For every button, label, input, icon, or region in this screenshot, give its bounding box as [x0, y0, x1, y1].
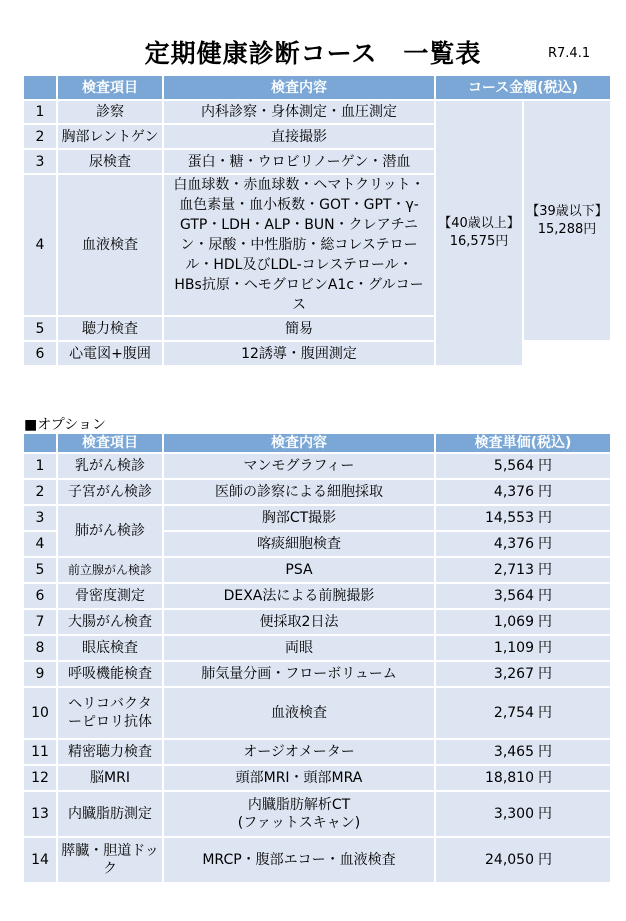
- table-row: [24, 558, 610, 582]
- title-main: 定期健康診断コース: [144, 39, 378, 68]
- course-table: [22, 74, 612, 367]
- row-no: 3: [24, 150, 56, 173]
- row-no: 5: [24, 317, 56, 340]
- table-row: [24, 506, 610, 530]
- empty-cell: [524, 342, 610, 365]
- row-item: 肺がん検診: [58, 506, 162, 556]
- price-value: 3,300: [493, 806, 534, 822]
- yen-unit: 円: [538, 536, 552, 552]
- table-row: [24, 610, 610, 634]
- row-content: PSA: [164, 558, 434, 582]
- revision-date: R7.4.1: [548, 46, 591, 61]
- table-row: [24, 662, 610, 686]
- row-content: 肺気量分画・フローボリューム: [164, 662, 434, 686]
- row-content: 両眼: [164, 636, 434, 660]
- header-content: 検査内容: [164, 434, 434, 452]
- price-value: 3,465: [493, 744, 534, 760]
- yen-unit: 円: [538, 744, 552, 760]
- yen-unit: 円: [538, 562, 552, 578]
- row-item: 尿検査: [58, 150, 162, 173]
- table-row: [24, 480, 610, 504]
- row-price: [436, 838, 610, 882]
- row-item: 聴力検査: [58, 317, 162, 340]
- row-no: 1: [24, 101, 56, 123]
- price-value: 24,050: [485, 852, 534, 868]
- row-no: 7: [24, 610, 56, 634]
- course-header-row: [24, 76, 610, 99]
- yen-unit: 円: [538, 510, 552, 526]
- row-no: 14: [24, 838, 56, 882]
- options-body: [24, 454, 610, 882]
- price-over40-cell: [436, 101, 522, 365]
- price-under39-cell: [524, 101, 610, 340]
- price-value: 1,069: [493, 614, 534, 630]
- row-item: 精密聴力検査: [58, 740, 162, 764]
- price-value: 3,564: [493, 588, 534, 604]
- yen-unit: 円: [538, 458, 552, 474]
- table-row: [24, 636, 610, 660]
- row-content: 胸部CT撮影: [164, 506, 434, 530]
- table-row: [24, 150, 610, 173]
- row-price: [436, 766, 610, 790]
- table-row: [24, 342, 610, 365]
- row-item: 子宮がん検診: [58, 480, 162, 504]
- row-content: 医師の診察による細胞採取: [164, 480, 434, 504]
- table-row: [24, 740, 610, 764]
- row-price: [436, 532, 610, 556]
- table-row: [24, 454, 610, 478]
- row-no: 6: [24, 584, 56, 608]
- table-row: [24, 125, 610, 148]
- row-price: [436, 662, 610, 686]
- row-no: 9: [24, 662, 56, 686]
- row-content: 白血球数・赤血球数・ヘマトクリット・血色素量・血小板数・GOT・GPT・γ-GTP・LDH・ALP・BUN・クレアチニン・尿酸・中性脂肪・総コレステロール・HDL及びLDL-コレステロール・HBs抗原・ヘモグロビンA1c・グルコース: [164, 175, 434, 315]
- row-price: [436, 688, 610, 738]
- header-no: [24, 434, 56, 452]
- options-section-label: ■オプション: [24, 417, 106, 433]
- row-no: 10: [24, 688, 56, 738]
- row-no: 13: [24, 792, 56, 836]
- row-price: [436, 610, 610, 634]
- price-over40-label: 【40歳以上】: [438, 216, 520, 231]
- price-value: 1,109: [493, 640, 534, 656]
- row-price: [436, 584, 610, 608]
- yen-unit: 円: [538, 852, 552, 868]
- row-content: 内科診察・身体測定・血圧測定: [164, 101, 434, 123]
- row-content: 内臓脂肪解析CT (ファットスキャン): [164, 792, 434, 836]
- price-under39-value: 15,288円: [537, 221, 597, 237]
- header-price: 検査単価(税込): [436, 434, 610, 452]
- row-item: 血液検査: [58, 175, 162, 315]
- row-price: [436, 480, 610, 504]
- row-item: ヘリコバクターピロリ抗体: [58, 688, 162, 738]
- row-no: 4: [24, 175, 56, 315]
- price-value: 3,267: [493, 666, 534, 682]
- row-content: 頭部MRI・頭部MRA: [164, 766, 434, 790]
- row-content: MRCP・腹部エコー・血液検査: [164, 838, 434, 882]
- row-item: 骨密度測定: [58, 584, 162, 608]
- row-content: DEXA法による前腕撮影: [164, 584, 434, 608]
- row-no: 11: [24, 740, 56, 764]
- row-price: [436, 558, 610, 582]
- row-no: 1: [24, 454, 56, 478]
- price-value: 4,376: [493, 536, 534, 552]
- row-item: 前立腺がん検診: [58, 558, 162, 582]
- table-row: [24, 766, 610, 790]
- price-value: 18,810: [485, 770, 534, 786]
- row-no: 3: [24, 506, 56, 530]
- row-item: 呼吸機能検査: [58, 662, 162, 686]
- row-no: 2: [24, 480, 56, 504]
- row-item: 乳がん検診: [58, 454, 162, 478]
- row-content: 血液検査: [164, 688, 434, 738]
- header-no: [24, 76, 56, 99]
- row-content: 蛋白・糖・ウロビリノーゲン・潜血: [164, 150, 434, 173]
- row-content: マンモグラフィー: [164, 454, 434, 478]
- row-item: 胸部レントゲン: [58, 125, 162, 148]
- row-no: 6: [24, 342, 56, 365]
- row-price: [436, 506, 610, 530]
- row-no: 8: [24, 636, 56, 660]
- row-price: [436, 740, 610, 764]
- table-row: [24, 101, 610, 123]
- row-item: 膵臓・胆道ドック: [58, 838, 162, 882]
- row-content: 直接撮影: [164, 125, 434, 148]
- row-item: 脳MRI: [58, 766, 162, 790]
- row-content: 12誘導・腹囲測定: [164, 342, 434, 365]
- yen-unit: 円: [538, 614, 552, 630]
- yen-unit: 円: [538, 770, 552, 786]
- options-header-row: [24, 434, 610, 452]
- yen-unit: 円: [538, 806, 552, 822]
- table-row: [24, 584, 610, 608]
- row-content: オージオメーター: [164, 740, 434, 764]
- options-table: [22, 432, 612, 884]
- yen-unit: 円: [538, 705, 552, 721]
- row-no: 5: [24, 558, 56, 582]
- table-row: [24, 688, 610, 738]
- yen-unit: 円: [538, 640, 552, 656]
- row-price: [436, 454, 610, 478]
- table-row: [24, 792, 610, 836]
- header-item: 検査項目: [58, 76, 162, 99]
- header-item: 検査項目: [58, 434, 162, 452]
- row-content: 喀痰細胞検査: [164, 532, 434, 556]
- row-content: 簡易: [164, 317, 434, 340]
- yen-unit: 円: [538, 588, 552, 604]
- row-no: 2: [24, 125, 56, 148]
- row-content: 便採取2日法: [164, 610, 434, 634]
- yen-unit: 円: [538, 484, 552, 500]
- price-value: 14,553: [485, 510, 534, 526]
- page-title: [0, 34, 626, 70]
- row-no: 12: [24, 766, 56, 790]
- row-item: 内臓脂肪測定: [58, 792, 162, 836]
- row-item: 眼底検査: [58, 636, 162, 660]
- header-price: コース金額(税込): [436, 76, 610, 99]
- table-row: [24, 175, 610, 315]
- title-sub: 一覧表: [403, 39, 482, 68]
- row-item: 大腸がん検査: [58, 610, 162, 634]
- table-row: [24, 317, 610, 340]
- price-over40-value: 16,575円: [449, 234, 509, 249]
- header-content: 検査内容: [164, 76, 434, 99]
- price-value: 2,713: [493, 562, 534, 578]
- row-item: 心電図+腹囲: [58, 342, 162, 365]
- yen-unit: 円: [538, 666, 552, 682]
- row-price: [436, 636, 610, 660]
- price-value: 5,564: [493, 458, 534, 474]
- price-under39-label: 【39歳以下】: [526, 203, 608, 219]
- price-value: 4,376: [493, 484, 534, 500]
- table-row: [24, 838, 610, 882]
- price-value: 2,754: [493, 705, 534, 721]
- row-price: [436, 792, 610, 836]
- row-item: 診察: [58, 101, 162, 123]
- row-no: 4: [24, 532, 56, 556]
